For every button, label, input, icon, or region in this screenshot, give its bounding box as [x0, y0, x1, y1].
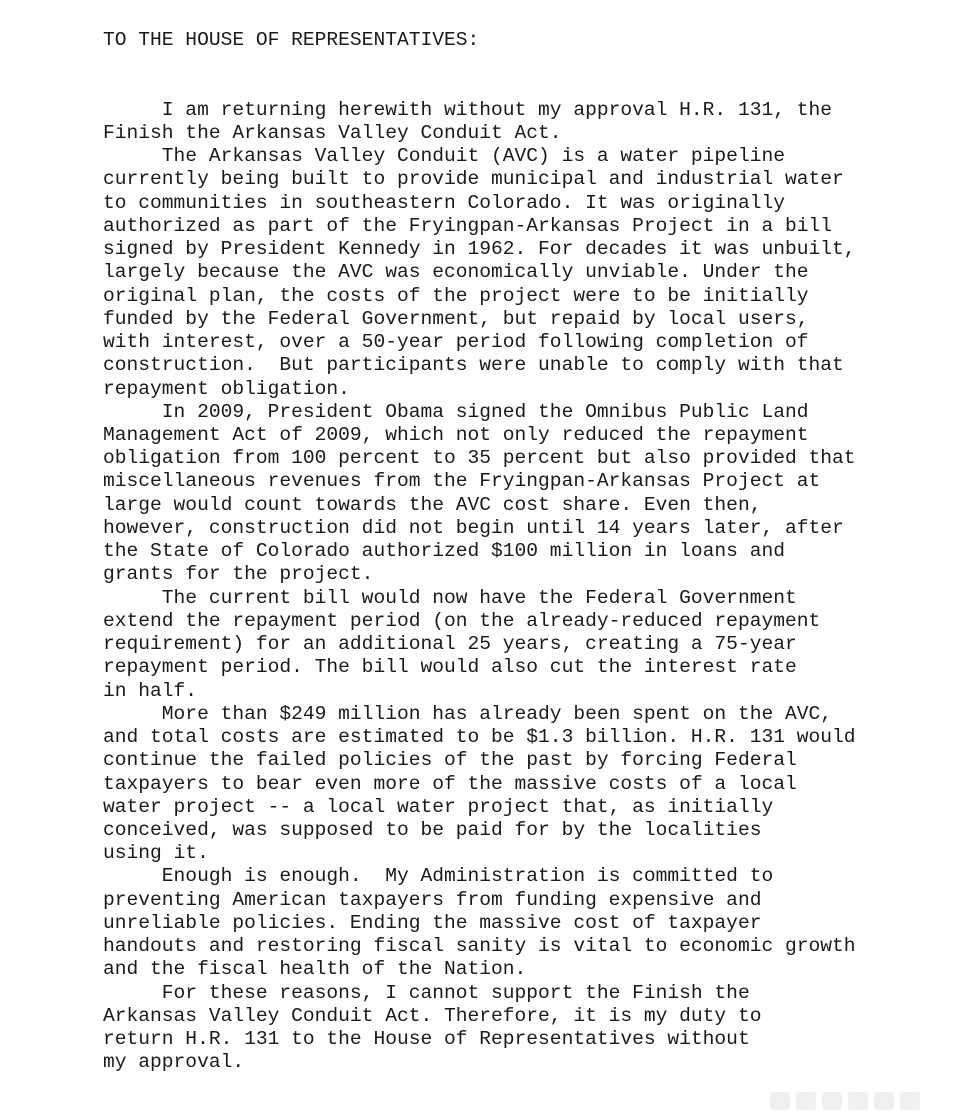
text-line: The Arkansas Valley Conduit (AVC) is a water pipeline	[103, 145, 785, 168]
text-line: The current bill would now have the Federal Government	[103, 586, 797, 609]
text-line: water project -- a local water project that, as initially	[103, 795, 774, 818]
paragraph	[103, 401, 856, 587]
text-line: my approval.	[103, 1051, 245, 1074]
text-line: currently being built to provide municipal and industrial water	[103, 168, 844, 191]
text-line: authorized as part of the Fryingpan-Arkansas Project in a bill	[103, 214, 833, 237]
paragraph	[103, 865, 856, 981]
text-line: Finish the Arkansas Valley Conduit Act.	[103, 121, 562, 144]
text-line: taxpayers to bear even more of the massive costs of a local	[103, 772, 797, 795]
text-line: grants for the project.	[103, 563, 374, 586]
salutation: TO THE HOUSE OF REPRESENTATIVES:	[103, 29, 480, 51]
message-body	[103, 99, 856, 1075]
text-line: preventing American taxpayers from funding expensive and	[103, 888, 762, 911]
text-line: return H.R. 131 to the House of Representatives without	[103, 1028, 750, 1051]
text-line: obligation from 100 percent to 35 percent but also provided that	[103, 447, 856, 470]
text-line: I am returning herewith without my approval H.R. 131, the	[103, 98, 833, 121]
paragraph	[103, 145, 856, 401]
paragraph	[103, 703, 856, 866]
text-line: For these reasons, I cannot support the Finish the	[103, 981, 750, 1004]
text-line: the State of Colorado authorized $100 million in loans and	[103, 540, 785, 563]
text-line: with interest, over a 50-year period following completion of	[103, 331, 809, 354]
text-line: in half.	[103, 679, 198, 702]
text-line: repayment obligation.	[103, 377, 350, 400]
text-line: Enough is enough. My Administration is committed to	[103, 865, 774, 888]
text-line: In 2009, President Obama signed the Omnibus Public Land	[103, 400, 809, 423]
text-line: original plan, the costs of the project were to be initially	[103, 284, 809, 307]
text-line: requirement) for an additional 25 years, creating a 75-year	[103, 633, 797, 656]
text-line: largely because the AVC was economically unviable. Under the	[103, 261, 809, 284]
paragraph	[103, 982, 856, 1075]
text-line: handouts and restoring fiscal sanity is vital to economic growth	[103, 935, 856, 958]
text-line: however, construction did not begin until 14 years later, after	[103, 516, 844, 539]
text-line: construction. But participants were unable to comply with that	[103, 354, 844, 377]
text-line: and total costs are estimated to be $1.3 billion. H.R. 131 would	[103, 726, 856, 749]
watermark-logo	[770, 1090, 960, 1112]
text-line: Management Act of 2009, which not only reduced the repayment	[103, 424, 809, 447]
veto-message	[103, 29, 856, 1075]
text-line: unreliable policies. Ending the massive cost of taxpayer	[103, 911, 762, 934]
text-line: More than $249 million has already been spent on the AVC,	[103, 702, 833, 725]
text-line: funded by the Federal Government, but repaid by local users,	[103, 307, 809, 330]
text-line: extend the repayment period (on the already-reduced repayment	[103, 609, 821, 632]
text-line: conceived, was supposed to be paid for by the localities	[103, 819, 762, 841]
text-line: Arkansas Valley Conduit Act. Therefore, it is my duty to	[103, 1004, 762, 1027]
text-line: using it.	[103, 842, 209, 865]
text-line: signed by President Kennedy in 1962. For decades it was unbuilt,	[103, 238, 856, 261]
paragraph	[103, 587, 856, 703]
text-line: miscellaneous revenues from the Fryingpan-Arkansas Project at	[103, 470, 821, 493]
text-line: repayment period. The bill would also cut the interest rate	[103, 656, 797, 679]
text-line: to communities in southeastern Colorado. It was originally	[103, 191, 785, 214]
text-line: large would count towards the AVC cost share. Even then,	[103, 493, 762, 516]
text-line: and the fiscal health of the Nation.	[103, 958, 527, 981]
paragraph	[103, 99, 856, 145]
text-line: continue the failed policies of the past by forcing Federal	[103, 749, 797, 772]
